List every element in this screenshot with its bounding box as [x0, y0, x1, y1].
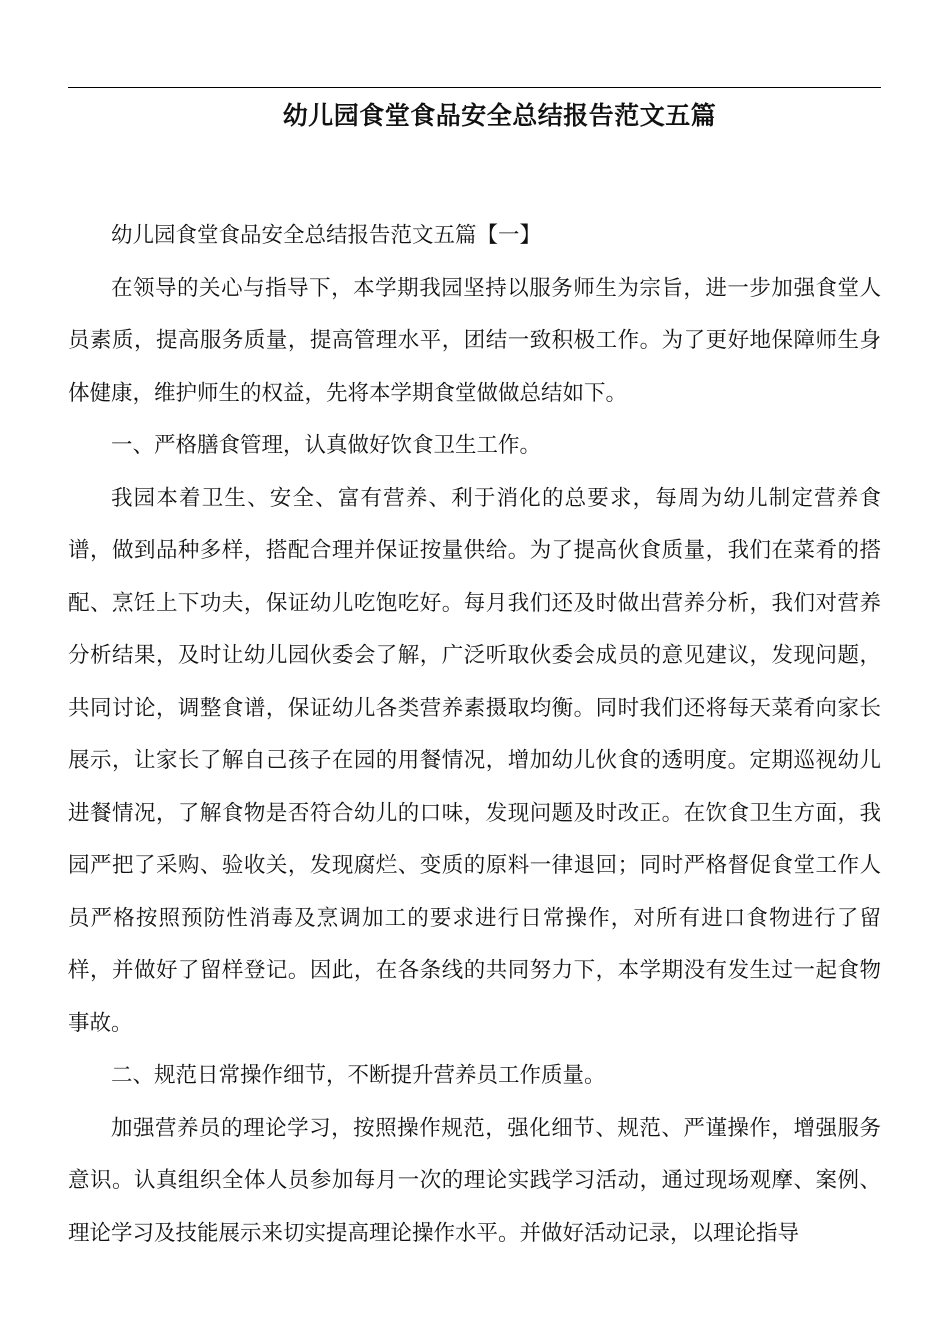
diet-management-paragraph: 我园本着卫生、安全、富有营养、利于消化的总要求，每周为幼儿制定营养食谱，做到品种多样，搭配合理并保证按量供给。为了提高伙食质量，我们在菜肴的搭配、烹饪上下功夫，保证幼儿吃饱吃好。每月我们还及时做出营养分析，我们对营养分析结果，及时让幼儿园伙委会了解，广泛听取伙委会成员的意见建议，发现问题，共同讨论，调整食谱，保证幼儿各类营养素摄取均衡。同时我们还将每天菜肴向家长展示，让家长了解自己孩子在园的用餐情况，增加幼儿伙食的透明度。定期巡视幼儿进餐情况，了解食物是否符合幼儿的口味，发现问题及时改正。在饮食卫生方面，我园严把了采购、验收关，发现腐烂、变质的原料一律退回；同时严格督促食堂工作人员严格按照预防性消毒及烹调加工的要求进行日常操作，对所有进口食物进行了留样，并做好了留样登记。因此，在各条线的共同努力下，本学期没有发生过一起食物事故。	[68, 485, 881, 1036]
document-body	[68, 210, 881, 1260]
document-title: 幼儿园食堂食品安全总结报告范文五篇	[282, 101, 717, 130]
section-heading-one: 幼儿园食堂食品安全总结报告范文五篇【一】	[111, 223, 542, 248]
daily-operations-paragraph: 加强营养员的理论学习，按照操作规范，强化细节、规范、严谨操作，增强服务意识。认真组织全体人员参加每月一次的理论实践学习活动，通过现场观摩、案例、理论学习及技能展示来切实提高理论操作水平。并做好活动记录，以理论指导	[68, 1115, 881, 1246]
intro-paragraph: 在领导的关心与指导下，本学期我园坚持以服务师生为宗旨，进一步加强食堂人员素质，提高服务质量，提高管理水平，团结一致积极工作。为了更好地保障师生身体健康，维护师生的权益，先将本学期食堂做做总结如下。	[68, 275, 881, 406]
subheading-diet-management: 一、严格膳食管理，认真做好饮食卫生工作。	[111, 433, 542, 458]
subheading-daily-operations: 二、规范日常操作细节，不断提升营养员工作质量。	[111, 1063, 606, 1088]
header-rule	[68, 87, 881, 88]
